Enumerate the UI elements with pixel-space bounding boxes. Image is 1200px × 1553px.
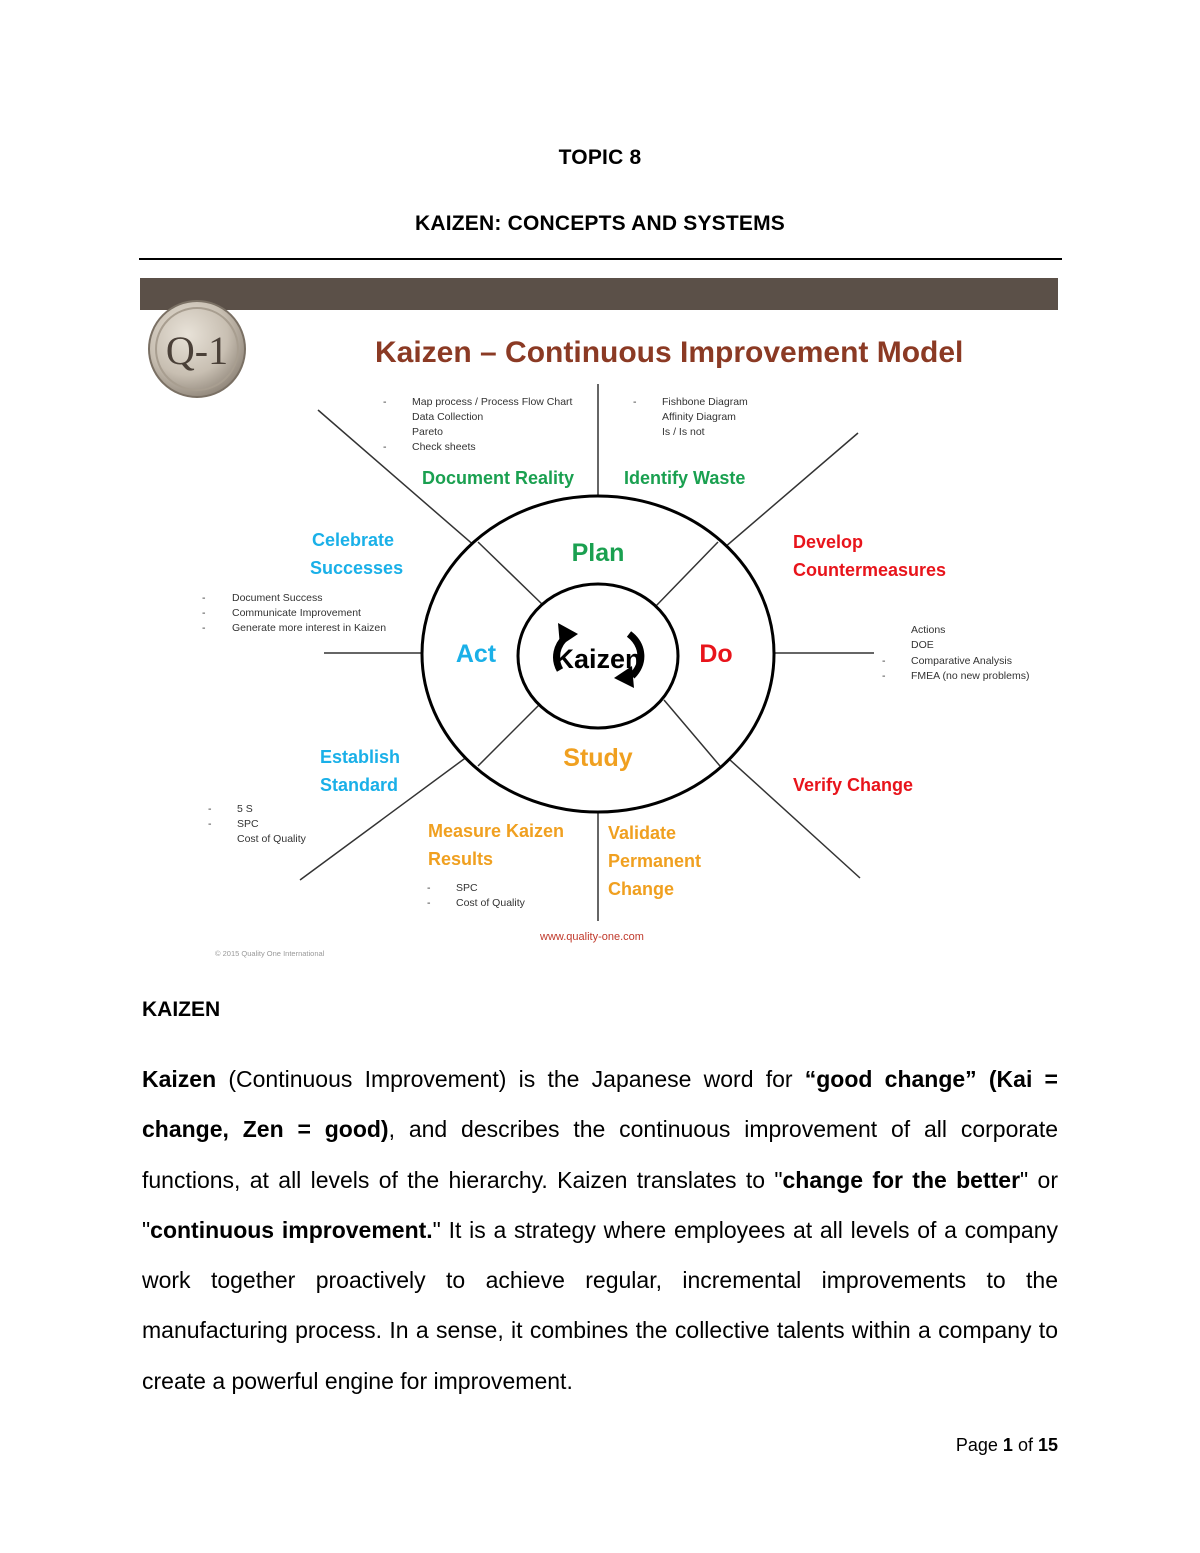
para-text-4: " It is a strategy where employees at all levels of a company work together proactively to achieve regular, incremental improvements to the manufacturing process. In a sense, it combines the collective talents within a company to create a powerful engine for improvement.	[142, 1216, 1058, 1394]
center-label: Kaizen	[554, 644, 642, 674]
note-do-3: Comparative Analysis	[911, 655, 1012, 667]
kaizen-paragraph	[142, 1054, 1058, 1406]
svg-text:-: -	[202, 592, 206, 604]
step-measure-line2: Results	[428, 849, 494, 869]
header-banner	[140, 278, 1058, 310]
svg-text:-: -	[383, 441, 387, 453]
note-celebrate-3: Generate more interest in Kaizen	[232, 622, 387, 634]
note-waste-1: Fishbone Diagram	[662, 396, 748, 408]
note-waste-3: Is / Is not	[662, 426, 705, 438]
step-develop-line2: Countermeasures	[793, 560, 947, 580]
document-title: KAIZEN: CONCEPTS AND SYSTEMS	[414, 212, 785, 235]
step-measure-line1: Measure Kaizen	[428, 821, 565, 841]
note-document-1: Map process / Process Flow Chart	[412, 396, 573, 408]
step-identify-waste: Identify Waste	[624, 468, 746, 488]
step-establish-line1: Establish	[320, 747, 401, 767]
para-text-1: (Continuous Improvement) is the Japanese word for	[216, 1066, 805, 1092]
note-celebrate-2: Communicate Improvement	[232, 607, 361, 619]
note-measure-1: SPC	[456, 882, 478, 894]
svg-text:-: -	[427, 882, 431, 894]
note-do-4: FMEA (no new problems)	[911, 670, 1030, 682]
step-document-reality: Document Reality	[422, 468, 575, 488]
step-develop-line1: Develop	[793, 532, 864, 552]
note-celebrate-1: Document Success	[232, 592, 323, 604]
step-verify-change: Verify Change	[793, 775, 914, 795]
page-total: 15	[1037, 1435, 1058, 1455]
document-topic: TOPIC 8	[558, 146, 642, 169]
svg-text:-: -	[208, 803, 212, 815]
section-heading: KAIZEN	[142, 998, 221, 1021]
note-measure-2: Cost of Quality	[456, 897, 525, 909]
step-validate-line2: Permanent	[608, 851, 702, 871]
note-do-2: DOE	[911, 639, 934, 651]
phase-plan: Plan	[571, 539, 625, 567]
step-celebrate-line2: Successes	[310, 558, 404, 578]
para-bold-continuous: continuous improvement.	[150, 1216, 433, 1243]
svg-text:-: -	[882, 670, 886, 682]
para-text-3: " or "	[142, 1166, 1058, 1243]
svg-text:-: -	[383, 396, 387, 408]
phase-act: Act	[455, 640, 497, 668]
svg-text:-: -	[633, 396, 637, 408]
svg-text:-: -	[208, 818, 212, 830]
diagram-title: Kaizen – Continuous Improvement Model	[375, 336, 964, 369]
page-current: 1	[1002, 1435, 1013, 1455]
page-word: Page	[955, 1435, 998, 1455]
para-bold-kaizen: Kaizen	[142, 1066, 217, 1092]
title-divider	[139, 258, 1062, 260]
note-establish-2: SPC	[237, 818, 259, 830]
svg-text:-: -	[882, 655, 886, 667]
phase-study: Study	[563, 744, 633, 772]
note-document-4: Check sheets	[412, 441, 476, 453]
svg-text:-: -	[202, 607, 206, 619]
para-bold-change-better: change for the better	[782, 1166, 1021, 1193]
step-validate-line3: Change	[608, 879, 675, 899]
badge-label: Q-1	[165, 328, 229, 373]
copyright-note: © 2015 Quality One International	[215, 949, 325, 958]
q1-badge	[149, 301, 245, 397]
svg-text:-: -	[427, 897, 431, 909]
kaizen-model-figure	[140, 278, 1060, 968]
para-bold-good-change: “good change” (Kai = change, Zen = good)	[142, 1066, 1058, 1143]
page-number	[900, 1435, 1058, 1456]
note-document-2: Data Collection	[412, 411, 484, 423]
phase-do: Do	[699, 640, 733, 668]
kaizen-model-diagram	[140, 278, 1060, 968]
of-word: of	[1017, 1435, 1033, 1455]
svg-text:-: -	[202, 622, 206, 634]
note-do-1: Actions	[911, 624, 946, 636]
note-establish-3: Cost of Quality	[237, 833, 306, 845]
step-validate-line1: Validate	[608, 823, 677, 843]
website-link: www.quality-one.com	[540, 931, 644, 943]
note-waste-2: Affinity Diagram	[662, 411, 736, 423]
step-establish-line2: Standard	[320, 775, 399, 795]
note-establish-1: 5 S	[237, 803, 253, 815]
para-text-2: , and describes the continuous improvement of all corporate functions, at all levels of the hierarchy. Kaizen translates to "	[142, 1116, 1059, 1193]
step-celebrate-line1: Celebrate	[312, 530, 395, 550]
note-document-3: Pareto	[412, 426, 443, 438]
